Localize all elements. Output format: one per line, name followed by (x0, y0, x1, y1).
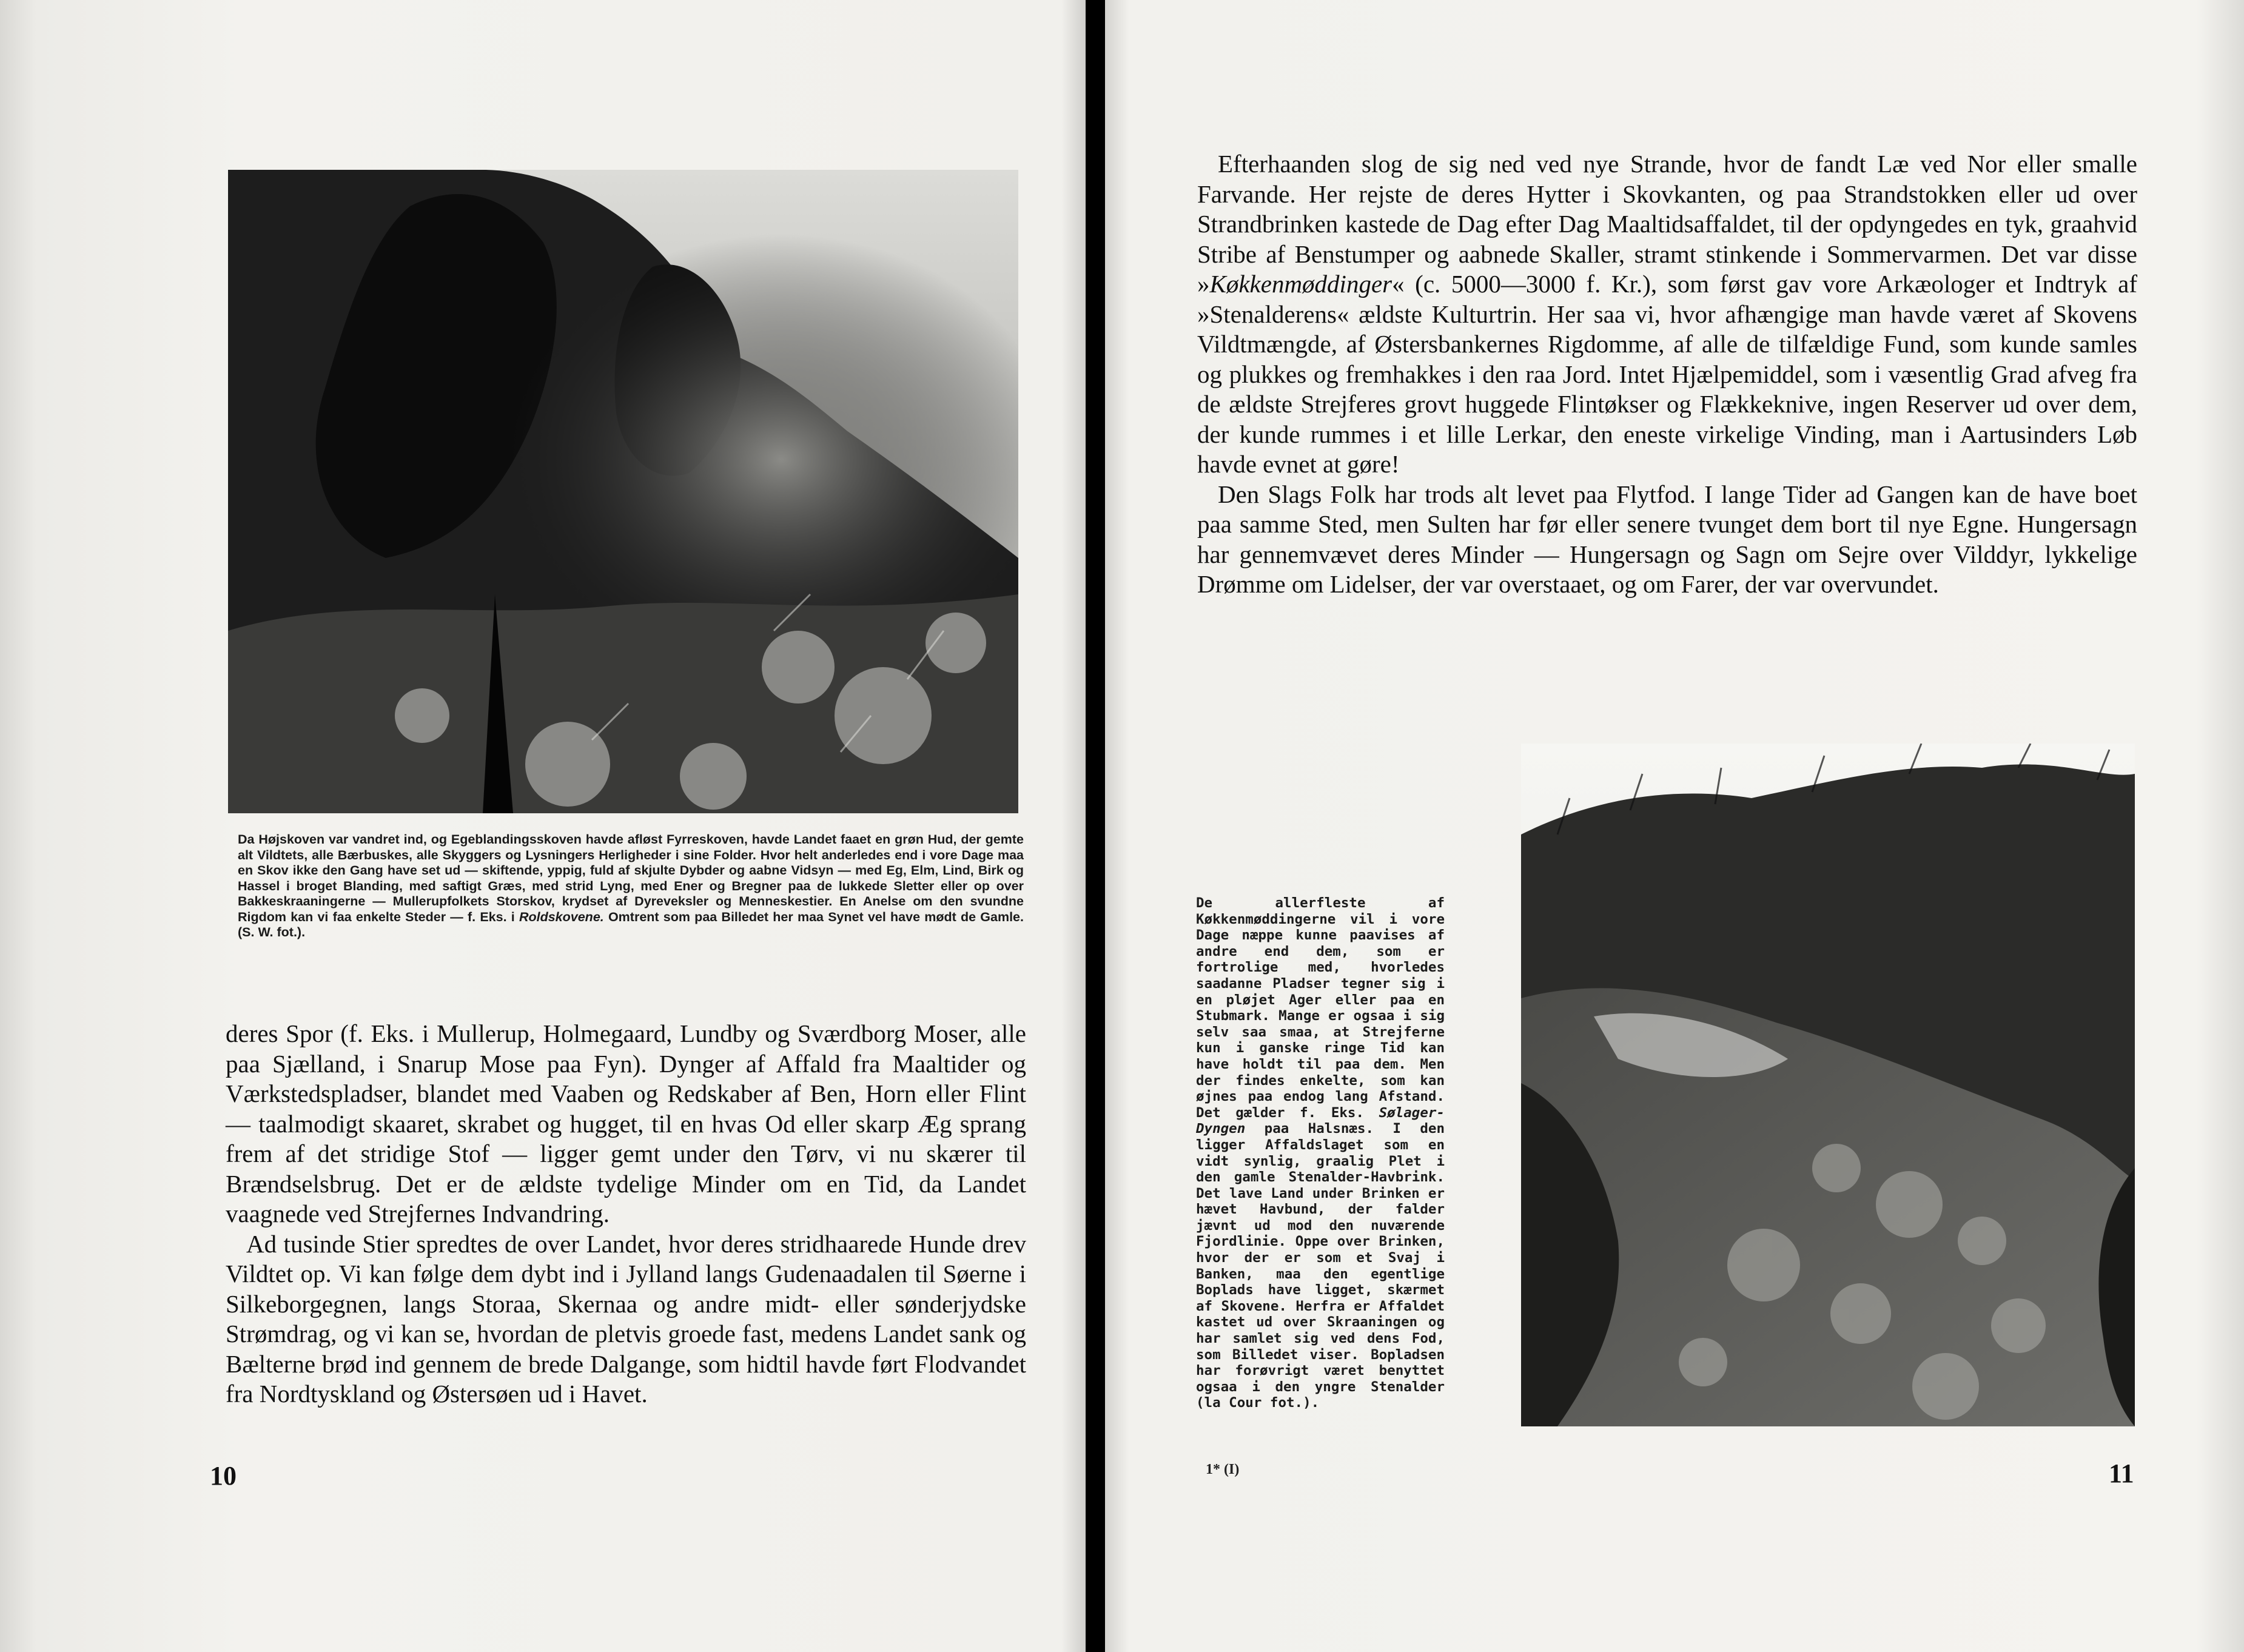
caption-italic: Sølager-Dyngen (1196, 1104, 1445, 1137)
caption-text-b: Omtrent som paa Billedet her maa Synet vel have mødt de Gamle. (S. W. fot.). (238, 909, 1024, 939)
page-number: 11 (2109, 1459, 2134, 1488)
caption-text-b: paa Halsnæs. I den ligger Affaldslaget som en vidt synlig, graalig Plet i den gamle Stenalder-Havbrink. Det lave Land under Brinken er hævet Havbund, der falder jævnt ud mod den nuværende Fjordlinie. Oppe over Brinken, hvor der er som et Svaj i Banken, maa den egentlige Boplads have ligget, skærmet af Skovene. Herfra er Affaldet kastet ud over Skraaningen og har samlet sig ved dens Fod, som Billedet viser. Bopladsen har forøvrigt været benyttet ogsaa i den yngre Stenalder (la Cour fot.). (1196, 1121, 1445, 1411)
signature-mark: 1* (I) (1206, 1462, 1240, 1477)
caption-text-a: Da Højskoven var vandret ind, og Egeblandingsskoven havde afløst Fyrreskoven, havde Landet faaet en grøn Hud, der gemte alt Vildtets, alle Bærbuskes, alle Skyggers og Lysningers Herligheder i sine Folder. Hvor helt anderledes end i vore Dage maa en Skov ikke den Gang have set ud — skiftende, yppig, fuld af skjulte Dybder og aabne Vidsyn — med Eg, Elm, Lind, Birk og Hassel i broget Blanding, med saftigt Græs, med strid Lyng, med Ener og Bregner paa de lukkede Sletter eller op over Bakkeskraaningerne — Mullerupfolkets Storskov, krydset af Dyreveksler og Menneskestier. En Anelse om den svundne Rigdom kan vi faa enkelte Steder — f. Eks. i (238, 832, 1024, 924)
photo-caption (238, 832, 1024, 941)
left-page (0, 0, 1086, 1652)
left-body-text (226, 1019, 1026, 1409)
page-number: 10 (210, 1461, 237, 1491)
right-body-text (1197, 149, 2137, 600)
paragraph-italic: Køkkenmøddinger (1209, 270, 1392, 298)
paragraph (1197, 149, 2137, 480)
paragraph-part: « (c. 5000—3000 f. Kr.), som først gav vore Arkæologer et Indtryk af »Stenalderens« ældste Kulturtrin. Her saa vi, hvor afhængige man havde været af Skovens Vildtmængde, af Østersbankernes Rigdomme, af alle de tilfældige Fund, som kunde samles og plukkes og fremhakkes i den raa Jord. Intet Hjælpemiddel, som i væsentlig Grad afveg fra de ældste Strejferes grovt huggede Flintøkser og Flækkeknive, ingen Reserver ud over dem, der kunde rummes i et lille Lerkar, den eneste virkelige Vinding, man i Aartusinders Løb havde evnet at gøre! (1197, 270, 2137, 478)
paragraph: Ad tusinde Stier spredtes de over Landet, hvor deres stridhaarede Hunde drev Vildtet op. Vi kan følge dem dybt ind i Jylland langs Gudenaadalen til Søerne i Silkeborgegnen, langs Storaa, Skernaa og andre midt- eller sønderjydske Strømdrag, og vi kan se, hvordan de pletvis groede fast, medens Landet sank og Bælterne brød ind gennem de brede Dalgange, som hidtil havde ført Flodvandet fra Nordtyskland og Østersøen ud i Havet. (226, 1229, 1026, 1408)
shell-midden-photo (1521, 744, 2135, 1426)
caption-italic: Roldskovene. (519, 909, 604, 924)
paragraph-part: Efterhaanden slog de sig ned ved nye Strande, hvor de fandt Læ ved Nor eller smalle Farvande. Her rejste de deres Hytter i Skovkanten, og paa Strandstokken eller ud over Strandbrinken kastede de Dag efter Dag Maaltidsaffaldet, til der opdyngedes en tyk, graahvid Stribe af Benstumper og aabnede Skaller, stramt stinkende i Sommervarmen. Det var disse » (1197, 150, 2137, 298)
right-page (1105, 0, 2244, 1652)
midden-caption (1196, 895, 1445, 1411)
caption-text-a: De allerfleste af Køkkenmøddingerne vil i vore Dage næppe kunne paavises af andre end dem, som er fortrolige med, hvorledes saadanne Pladser tegner sig i en pløjet Ager eller paa en Stubmark. Mange er ogsaa i sig selv saa smaa, at Strejferne kun i ganske ringe Tid kan have holdt til paa dem. Men der findes enkelte, som kan øjnes paa endog lang Afstand. Det gælder f. Eks. (1196, 895, 1445, 1121)
paragraph: deres Spor (f. Eks. i Mullerup, Holmegaard, Lundby og Sværdborg Moser, alle paa Sjælland, i Snarup Mose paa Fyn). Dynger af Affald fra Maaltider og Værkstedspladser, blandet med Vaaben og Redskaber af Ben, Horn eller Flint — taalmodigt skaaret, skrabet og hugget, til en hvas Od eller skarp Æg sprang frem af det stridige Stof — ligger gemt under den Tørv, vi nu skærer til Brændselsbrug. Det er de ældste tydelige Minder om en Tid, da Landet vaagnede ved Strejfernes Indvandring. (226, 1019, 1026, 1227)
forest-photo (228, 170, 1018, 813)
paragraph: Den Slags Folk har trods alt levet paa Flytfod. I lange Tider ad Gangen kan de have boet paa samme Sted, men Sulten har før eller senere tvunget dem bort til nye Egne. Hungersagn har gennemvævet deres Minder — Hungersagn og Sagn om Sejre over Vilddyr, lykkelige Drømme om Lidelser, der var overstaaet, og om Farer, der var overvundet. (1197, 480, 2137, 598)
